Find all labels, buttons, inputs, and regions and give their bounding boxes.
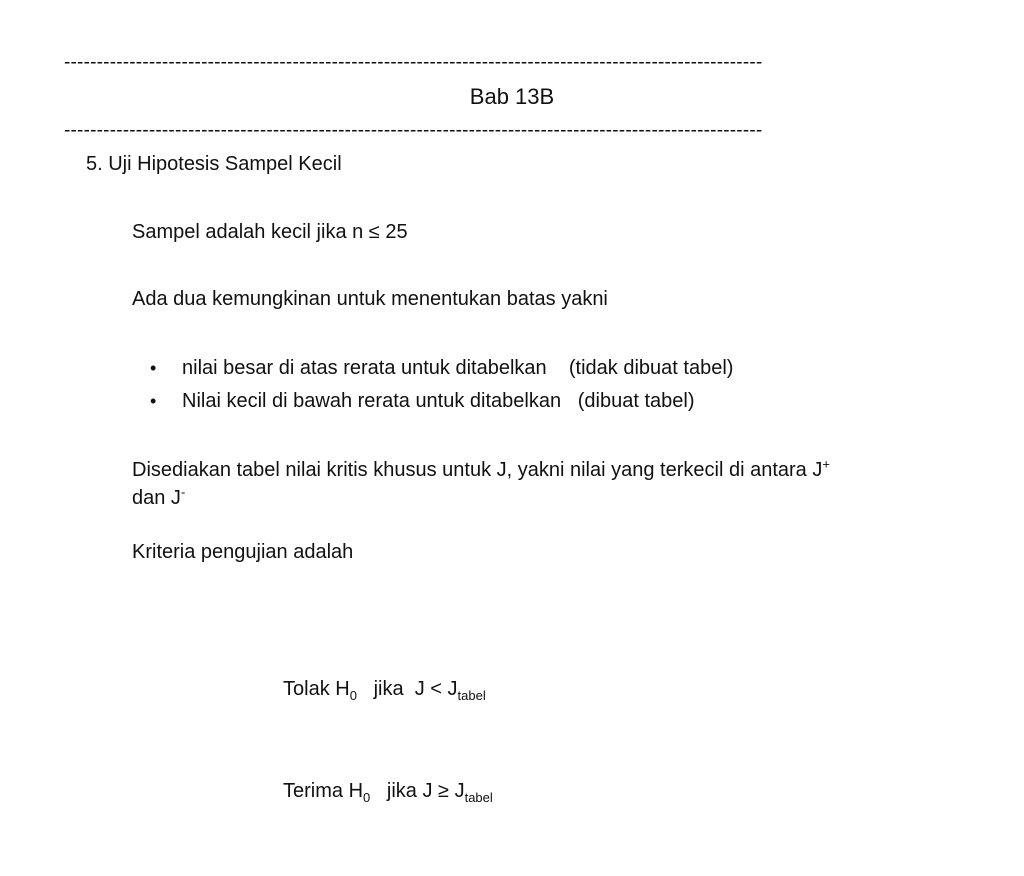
critical-value-table-note	[132, 456, 962, 512]
bottom-dash-divider: -----------------------------------------------------------------------------------------------------------	[64, 120, 763, 141]
reject-condition: jika J < J	[356, 678, 458, 700]
criteria-intro: Kriteria pengujian adalah	[132, 541, 354, 563]
list-item	[150, 385, 733, 418]
accept-lead: Terima H	[283, 780, 364, 802]
j-minus-superscript: -	[180, 484, 186, 500]
accept-criterion	[283, 774, 493, 808]
tabel-subscript: tabel	[457, 688, 486, 703]
criteria-block	[283, 604, 493, 876]
list-item-text: nilai besar di atas rerata untuk ditabelkan (tidak dibuat tabel)	[182, 357, 734, 379]
tabel-subscript: tabel	[464, 790, 493, 805]
accept-condition: jika J ≥ J	[370, 780, 465, 802]
list-item	[150, 352, 733, 385]
small-sample-rule: Sampel adalah kecil jika n ≤ 25	[132, 221, 408, 243]
j-plus-superscript: +	[822, 456, 830, 472]
bullet-icon: •	[150, 358, 157, 378]
reject-criterion	[283, 672, 493, 706]
reject-lead: Tolak H	[283, 678, 350, 700]
h0-subscript: 0	[349, 688, 357, 703]
h0-subscript: 0	[363, 790, 371, 805]
list-item-text: Nilai kecil di bawah rerata untuk ditabelkan (dibuat tabel)	[182, 390, 695, 412]
top-dash-divider: -----------------------------------------------------------------------------------------------------------	[64, 52, 763, 73]
bullet-icon: •	[150, 391, 157, 411]
slide-title: Bab 13B	[469, 84, 555, 109]
table-note-part1: Disediakan tabel nilai kritis khusus untuk J, yakni nilai yang terkecil di antara J	[132, 459, 823, 481]
bullet-list	[150, 352, 733, 418]
table-note-part2: dan J	[132, 487, 181, 509]
two-possibilities-text: Ada dua kemungkinan untuk menentukan batas yakni	[132, 288, 608, 310]
section-heading: 5. Uji Hipotesis Sampel Kecil	[86, 153, 342, 175]
